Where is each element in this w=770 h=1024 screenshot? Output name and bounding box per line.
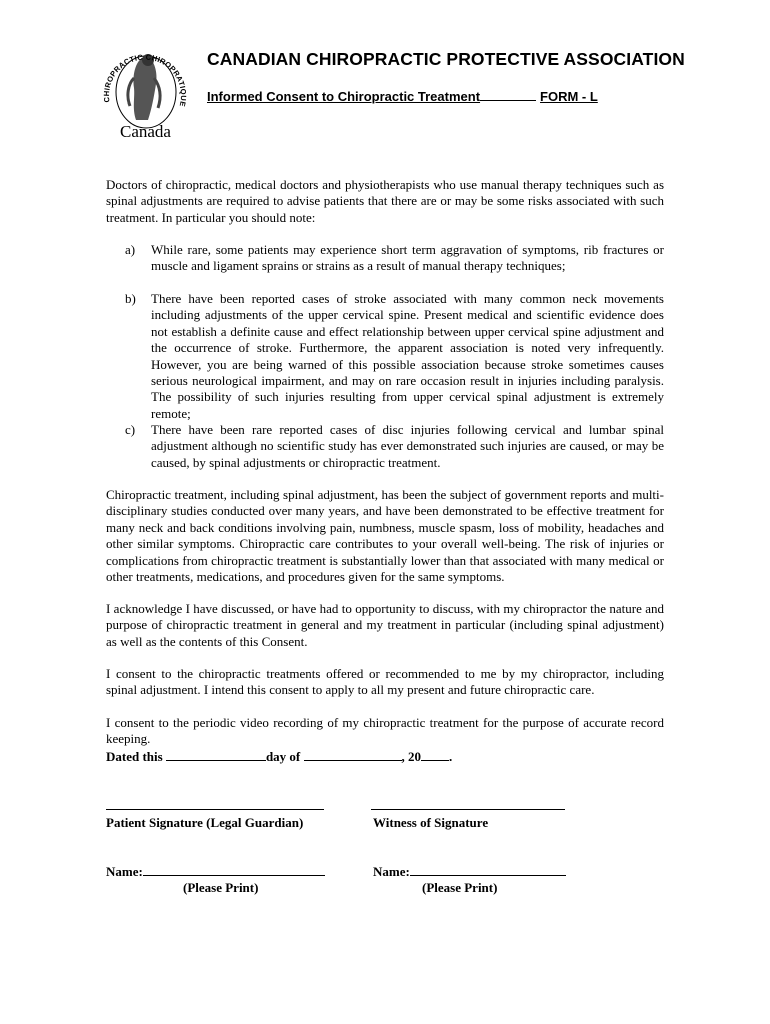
patient-name-label: Name: <box>106 864 143 879</box>
logo-arc-text: CHIROPRACTIC CHIROPRATIQUE <box>101 52 189 108</box>
acknowledge-paragraph: I acknowledge I have discussed, or have had to opportunity to discuss, with my chiropractor the nature and purpose of chiropractic treatment in general and my treatment in particular (including spinal adjustment) as well as the contents of this Consent. <box>106 601 664 649</box>
logo-graphic <box>96 38 192 142</box>
witness-signature-label: Witness of Signature <box>373 815 489 830</box>
day-of-label: day of <box>265 749 301 764</box>
risk-item-label: c) <box>125 422 136 437</box>
risk-item-a <box>106 242 664 275</box>
risk-item-label: b) <box>125 291 136 306</box>
year-prefix-label: , 20 <box>401 749 422 764</box>
witness-name-field[interactable] <box>410 864 566 876</box>
logo-canada-word: Canada <box>120 122 171 141</box>
patient-signature-label: Patient Signature (Legal Guardian) <box>106 815 304 830</box>
dated-period: . <box>449 749 453 764</box>
form-title-line <box>207 89 598 104</box>
video-consent-paragraph: I consent to the periodic video recording of my chiropractic treatment for the purpose of accurate record keeping. <box>106 715 664 747</box>
risk-item-text: There have been rare reported cases of disc injuries following cervical and lumbar spinal adjustment although no scientific study has ever demonstrated such injuries are caused, or may be caused, by spinal adjustments or chiropractic treatment. <box>151 422 664 470</box>
consent-paragraph: I consent to the chiropractic treatments offered or recommended to me by my chiropractor, including spinal adjustment. I intend this consent to apply to all my present and future chiropractic care. <box>106 666 664 698</box>
year-field[interactable] <box>421 749 449 761</box>
risk-item-text: While rare, some patients may experience short term aggravation of symptoms, rib fractures or muscle and ligament sprains or strains as a result of manual therapy techniques; <box>151 242 664 274</box>
intro-paragraph: Doctors of chiropractic, medical doctors and physiotherapists who use manual therapy techniques such as spinal adjustments are required to advise patients that there are or may be some risks associated with such treatment. In particular you should note: <box>106 177 664 225</box>
form-code: FORM - L <box>540 89 598 104</box>
witness-name-row <box>373 864 566 880</box>
month-field[interactable] <box>304 749 402 761</box>
dated-label: Dated this <box>106 749 163 764</box>
patient-please-print: (Please Print) <box>183 880 259 895</box>
patient-name-row <box>106 864 325 880</box>
form-title: Informed Consent to Chiropractic Treatment <box>207 89 481 104</box>
risk-item-label: a) <box>125 242 136 257</box>
treatment-paragraph: Chiropractic treatment, including spinal adjustment, has been the subject of government reports and multi-disciplinary studies conducted over many years, and have been demonstrated to be effective treatment for many neck and back conditions involving pain, numbness, muscle spasm, loss of mobility, headaches and other similar symptoms. Chiropractic care contributes to your overall well-being. The risk of injuries or complications from chiropractic treatment is substantially lower than that associated with many medical or other treatments, medications, and procedures given for the same symptoms. <box>106 487 664 585</box>
patient-name-field[interactable] <box>143 864 325 876</box>
dated-line <box>106 749 452 765</box>
risk-item-text: There have been reported cases of stroke associated with many common neck movements including adjustments of the upper cervical spine. Present medical and scientific evidence does not establish a definite cause and effect relationship between upper cervical spine adjustment and the occurrence of stroke. Furthermore, the apparent association is noted very infrequently. However, you are being warned of this possible association because stroke sometimes causes serious neurological impairment, and may on rare occasion result in injuries including paralysis. The possibility of such injuries resulting from upper cervical spinal adjustment is extremely remote; <box>151 291 664 421</box>
form-title-underline-gap <box>480 89 536 101</box>
spine-figure-icon <box>128 54 160 120</box>
witness-signature-line[interactable] <box>371 809 565 810</box>
witness-please-print: (Please Print) <box>422 880 498 895</box>
cca-logo <box>96 38 192 142</box>
risk-item-c <box>106 422 664 471</box>
organization-title: CANADIAN CHIROPRACTIC PROTECTIVE ASSOCIATION <box>207 49 685 69</box>
day-field[interactable] <box>166 749 266 761</box>
patient-signature-line[interactable] <box>106 809 324 810</box>
witness-name-label: Name: <box>373 864 410 879</box>
risk-item-b <box>106 291 664 422</box>
